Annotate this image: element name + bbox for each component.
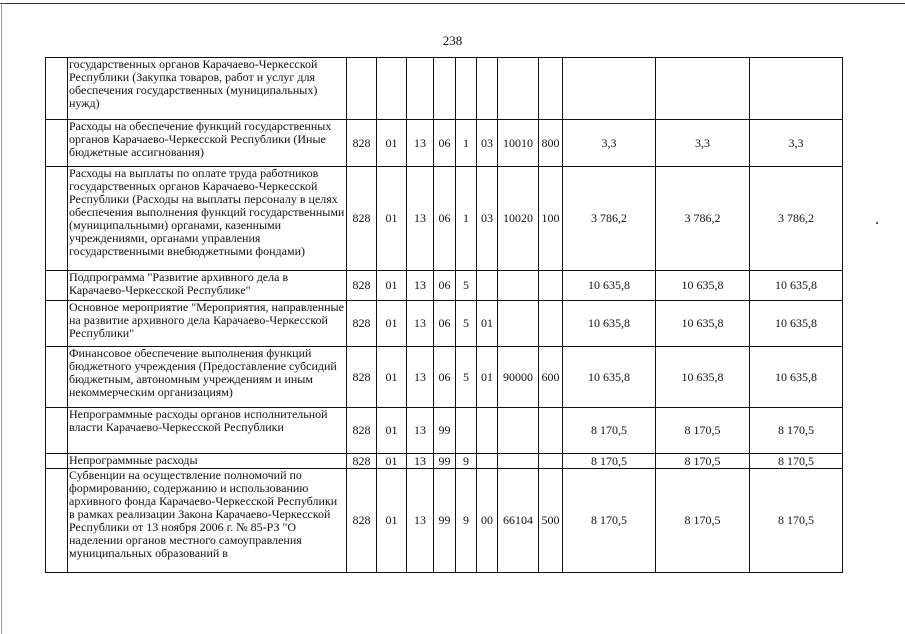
row-description: Субвенции на осуществление полномочий по формированию, содержанию и использованию архивного фонда Карачаево-Черкесской Республики в рамках реализации Закона Карачаево-Черкесской Республики от 13 ноября 2006 г. № 85-РЗ "О наделении органов местного самоуправления муниципальных образований в bbox=[68, 469, 347, 573]
expense-type-cell bbox=[539, 58, 563, 120]
amount-year3-cell: 8 170,5 bbox=[750, 454, 843, 469]
section-code-cell: 01 bbox=[377, 347, 407, 408]
subprogram-code-cell: 9 bbox=[456, 454, 477, 469]
amount-year3-cell: 8 170,5 bbox=[750, 469, 843, 573]
amount-year2-cell: 8 170,5 bbox=[656, 469, 750, 573]
table-row bbox=[46, 271, 843, 301]
direction-code-cell bbox=[498, 408, 539, 454]
event-code-cell: 03 bbox=[477, 167, 498, 271]
section-code-cell bbox=[377, 58, 407, 120]
subprogram-code-cell: 5 bbox=[456, 271, 477, 301]
ministry-code-cell: 828 bbox=[347, 120, 377, 167]
table-row bbox=[46, 469, 843, 573]
subsection-code-cell: 13 bbox=[407, 271, 434, 301]
amount-year1-cell bbox=[563, 58, 656, 120]
amount-year1-cell: 8 170,5 bbox=[563, 454, 656, 469]
subsection-code-cell: 13 bbox=[407, 347, 434, 408]
ministry-code-cell: 828 bbox=[347, 347, 377, 408]
direction-code-cell: 90000 bbox=[498, 347, 539, 408]
event-code-cell: 00 bbox=[477, 469, 498, 573]
expense-type-cell bbox=[539, 301, 563, 347]
event-code-cell: 01 bbox=[477, 301, 498, 347]
row-description: Непрограммные расходы bbox=[68, 454, 347, 469]
subprogram-code-cell: 1 bbox=[456, 167, 477, 271]
program-code-cell: 06 bbox=[434, 271, 456, 301]
direction-code-cell: 66104 bbox=[498, 469, 539, 573]
section-code-cell: 01 bbox=[377, 301, 407, 347]
top-border-line bbox=[0, 3, 905, 4]
program-code-cell: 06 bbox=[434, 120, 456, 167]
subsection-code-cell: 13 bbox=[407, 301, 434, 347]
amount-year1-cell: 10 635,8 bbox=[563, 271, 656, 301]
amount-year3-cell: 10 635,8 bbox=[750, 301, 843, 347]
section-code-cell: 01 bbox=[377, 408, 407, 454]
program-code-cell bbox=[434, 58, 456, 120]
expense-type-cell: 600 bbox=[539, 347, 563, 408]
subsection-code-cell: 13 bbox=[407, 120, 434, 167]
expense-type-cell bbox=[539, 454, 563, 469]
scan-edge-line bbox=[1, 3, 2, 634]
amount-year1-cell: 3 786,2 bbox=[563, 167, 656, 271]
expense-type-cell: 100 bbox=[539, 167, 563, 271]
amount-year1-cell: 3,3 bbox=[563, 120, 656, 167]
subprogram-code-cell bbox=[456, 408, 477, 454]
row-margin-cell bbox=[46, 347, 68, 408]
amount-year1-cell: 10 635,8 bbox=[563, 347, 656, 408]
row-margin-cell bbox=[46, 469, 68, 573]
amount-year3-cell: 3,3 bbox=[750, 120, 843, 167]
amount-year3-cell: 10 635,8 bbox=[750, 347, 843, 408]
scan-artifact-dot bbox=[876, 222, 878, 224]
table-row bbox=[46, 347, 843, 408]
subsection-code-cell: 13 bbox=[407, 469, 434, 573]
ministry-code-cell: 828 bbox=[347, 469, 377, 573]
budget-table bbox=[45, 57, 843, 573]
amount-year1-cell: 8 170,5 bbox=[563, 469, 656, 573]
direction-code-cell: 10010 bbox=[498, 120, 539, 167]
section-code-cell: 01 bbox=[377, 454, 407, 469]
amount-year2-cell: 3,3 bbox=[656, 120, 750, 167]
program-code-cell: 06 bbox=[434, 347, 456, 408]
section-code-cell: 01 bbox=[377, 271, 407, 301]
amount-year2-cell bbox=[656, 58, 750, 120]
subprogram-code-cell: 9 bbox=[456, 469, 477, 573]
ministry-code-cell: 828 bbox=[347, 408, 377, 454]
row-margin-cell bbox=[46, 408, 68, 454]
table-row bbox=[46, 301, 843, 347]
subprogram-code-cell: 1 bbox=[456, 120, 477, 167]
row-margin-cell bbox=[46, 58, 68, 120]
table-row bbox=[46, 408, 843, 454]
subsection-code-cell: 13 bbox=[407, 167, 434, 271]
program-code-cell: 99 bbox=[434, 408, 456, 454]
ministry-code-cell: 828 bbox=[347, 301, 377, 347]
program-code-cell: 06 bbox=[434, 167, 456, 271]
ministry-code-cell: 828 bbox=[347, 454, 377, 469]
program-code-cell: 99 bbox=[434, 454, 456, 469]
amount-year2-cell: 10 635,8 bbox=[656, 271, 750, 301]
amount-year3-cell: 10 635,8 bbox=[750, 271, 843, 301]
table-body bbox=[46, 58, 843, 573]
row-description: Расходы на обеспечение функций государственных органов Карачаево-Черкесской Республики (Иные бюджетные ассигнования) bbox=[68, 120, 347, 167]
row-margin-cell bbox=[46, 301, 68, 347]
amount-year1-cell: 10 635,8 bbox=[563, 301, 656, 347]
expense-type-cell bbox=[539, 408, 563, 454]
direction-code-cell bbox=[498, 271, 539, 301]
subprogram-code-cell: 5 bbox=[456, 301, 477, 347]
table-row bbox=[46, 120, 843, 167]
event-code-cell bbox=[477, 454, 498, 469]
direction-code-cell bbox=[498, 301, 539, 347]
amount-year2-cell: 8 170,5 bbox=[656, 408, 750, 454]
amount-year2-cell: 8 170,5 bbox=[656, 454, 750, 469]
ministry-code-cell: 828 bbox=[347, 271, 377, 301]
section-code-cell: 01 bbox=[377, 469, 407, 573]
expense-type-cell: 800 bbox=[539, 120, 563, 167]
table-row bbox=[46, 454, 843, 469]
table-row bbox=[46, 58, 843, 120]
row-description: Финансовое обеспечение выполнения функций бюджетного учреждения (Предоставление субсидий бюджетным, автономным учреждениям и иным некоммерческим организациям) bbox=[68, 347, 347, 408]
table-row bbox=[46, 167, 843, 271]
ministry-code-cell bbox=[347, 58, 377, 120]
amount-year2-cell: 10 635,8 bbox=[656, 301, 750, 347]
section-code-cell: 01 bbox=[377, 120, 407, 167]
amount-year2-cell: 10 635,8 bbox=[656, 347, 750, 408]
amount-year3-cell: 3 786,2 bbox=[750, 167, 843, 271]
program-code-cell: 06 bbox=[434, 301, 456, 347]
amount-year3-cell bbox=[750, 58, 843, 120]
row-description: Подпрограмма "Развитие архивного дела в Карачаево-Черкесской Республике" bbox=[68, 271, 347, 301]
event-code-cell: 01 bbox=[477, 347, 498, 408]
direction-code-cell bbox=[498, 454, 539, 469]
subsection-code-cell bbox=[407, 58, 434, 120]
event-code-cell bbox=[477, 58, 498, 120]
row-description: государственных органов Карачаево-Черкесской Республики (Закупка товаров, работ и услуг для обеспечения государственных (муниципальных) нужд) bbox=[68, 58, 347, 120]
row-margin-cell bbox=[46, 167, 68, 271]
expense-type-cell: 500 bbox=[539, 469, 563, 573]
event-code-cell bbox=[477, 408, 498, 454]
direction-code-cell bbox=[498, 58, 539, 120]
page-number: 238 bbox=[442, 33, 463, 48]
ministry-code-cell: 828 bbox=[347, 167, 377, 271]
subsection-code-cell: 13 bbox=[407, 408, 434, 454]
amount-year3-cell: 8 170,5 bbox=[750, 408, 843, 454]
row-description: Основное мероприятие "Мероприятия, направленные на развитие архивного дела Карачаево-Черкесской Республики" bbox=[68, 301, 347, 347]
subsection-code-cell: 13 bbox=[407, 454, 434, 469]
row-description: Непрограммные расходы органов исполнительной власти Карачаево-Черкесской Республики bbox=[68, 408, 347, 454]
row-description: Расходы на выплаты по оплате труда работников государственных органов Карачаево-Черкесской Республики (Расходы на выплаты персоналу в целях обеспечения выполнения функций государственными (муниципальными) органами, казенными учреждениями, органами управления государственными внебюджетными фондами) bbox=[68, 167, 347, 271]
event-code-cell bbox=[477, 271, 498, 301]
event-code-cell: 03 bbox=[477, 120, 498, 167]
direction-code-cell: 10020 bbox=[498, 167, 539, 271]
row-margin-cell bbox=[46, 454, 68, 469]
row-margin-cell bbox=[46, 120, 68, 167]
section-code-cell: 01 bbox=[377, 167, 407, 271]
program-code-cell: 99 bbox=[434, 469, 456, 573]
expense-type-cell bbox=[539, 271, 563, 301]
amount-year1-cell: 8 170,5 bbox=[563, 408, 656, 454]
row-margin-cell bbox=[46, 271, 68, 301]
subprogram-code-cell bbox=[456, 58, 477, 120]
subprogram-code-cell: 5 bbox=[456, 347, 477, 408]
amount-year2-cell: 3 786,2 bbox=[656, 167, 750, 271]
